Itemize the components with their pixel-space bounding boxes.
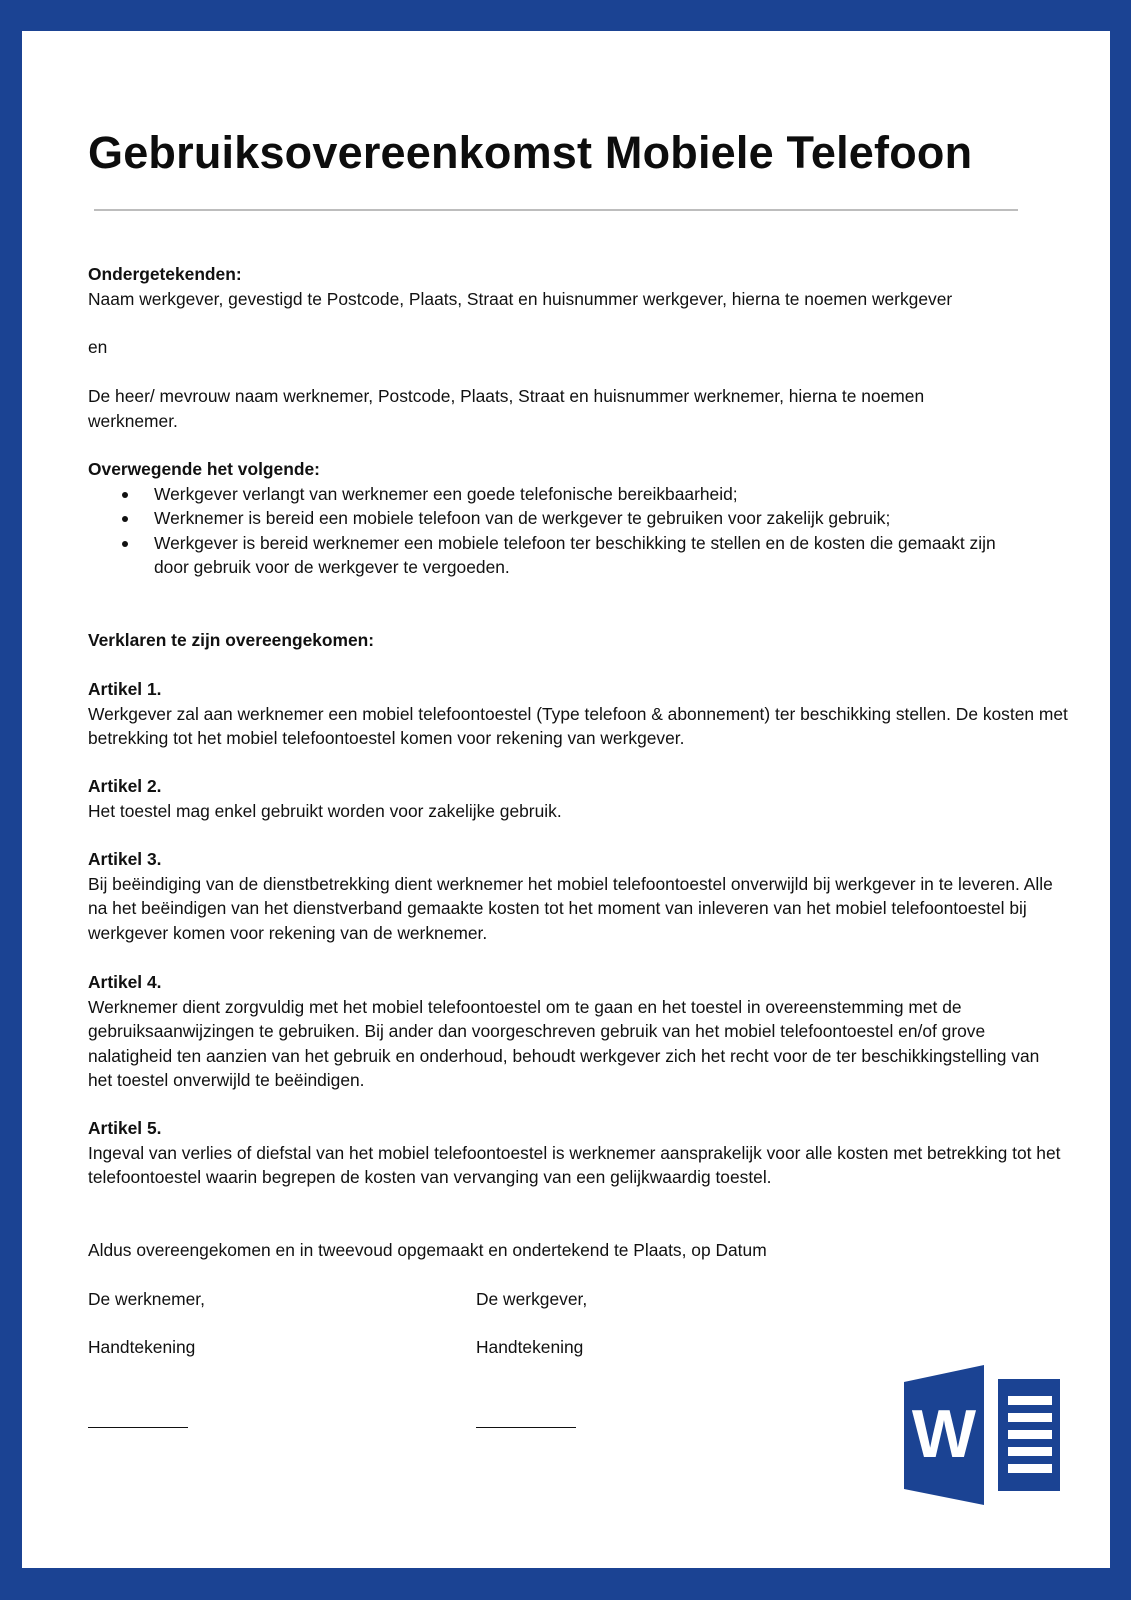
article-2 <box>88 774 1068 823</box>
signature-labels <box>88 1287 1068 1312</box>
considerations-list <box>88 482 1068 580</box>
article-text: Het toestel mag enkel gebruikt worden voor zakelijke gebruik. <box>88 800 562 821</box>
employee-label: De werknemer, <box>88 1289 205 1309</box>
employee-signature-line <box>88 1427 188 1428</box>
article-3 <box>88 847 1068 945</box>
article-heading: Artikel 5. <box>88 1118 162 1138</box>
list-item: Werknemer is bereid een mobiele telefoon van de werkgever te gebruiken voor zakelijk gebruik; <box>88 506 1068 531</box>
article-4 <box>88 970 1068 1093</box>
bullet-icon <box>122 492 128 498</box>
parties-heading: Ondergetekenden: <box>88 264 242 284</box>
document-title: Gebruiksovereenkomst Mobiele Telefoon <box>88 127 973 178</box>
bullet-icon <box>122 516 128 522</box>
signature-placeholders <box>88 1335 1068 1360</box>
article-heading: Artikel 1. <box>88 679 162 699</box>
considerations-section <box>88 457 1068 580</box>
employer-signature: Handtekening <box>476 1337 584 1357</box>
word-letter: W <box>911 1396 977 1472</box>
article-text: Werkgever zal aan werknemer een mobiel telefoontoestel (Type telefoon & abonnement) ter beschikking stellen. De kosten met betrekking tot het mobiel telefoontoestel komen voor rekening van werkgever. <box>88 703 1068 748</box>
article-heading: Artikel 4. <box>88 972 162 992</box>
article-5 <box>88 1116 1068 1190</box>
closing-line: Aldus overeengekomen en in tweevoud opgemaakt en ondertekend te Plaats, op Datum <box>88 1240 767 1260</box>
article-1 <box>88 677 1068 751</box>
employer-line: Naam werkgever, gevestigd te Postcode, Plaats, Straat en huisnummer werkgever, hierna te noemen werkgever <box>88 288 953 309</box>
article-heading: Artikel 3. <box>88 849 162 869</box>
article-text: Ingeval van verlies of diefstal van het mobiel telefoontoestel is werknemer aansprakelijk voor alle kosten met betrekking tot het telefoontoestel waarin begrepen de kosten van vervanging van een gelijkwaardig toestel. <box>88 1142 1061 1187</box>
employee-signature: Handtekening <box>88 1337 196 1357</box>
word-icon <box>904 1365 1064 1505</box>
bullet-icon <box>122 541 128 547</box>
article-text: Werknemer dient zorgvuldig met het mobiel telefoontoestel om te gaan en het toestel in overeenstemming met de gebruiksaanwijzingen te gebruiken. Bij ander dan voorgeschreven gebruik van het mobiel telefoontoestel en/of grove nalatigheid ten aanzien van het gebruik en onderhoud, behoudt werkgever zich het recht voor de ter beschikkingstelling van het toestel onverwijld te beëindigen. <box>88 996 1040 1090</box>
and-word: en <box>88 337 108 357</box>
document-page <box>22 31 1110 1568</box>
agreed-heading: Verklaren te zijn overeengekomen: <box>88 630 375 650</box>
article-heading: Artikel 2. <box>88 776 162 796</box>
considerations-heading: Overwegende het volgende: <box>88 459 320 479</box>
employee-line: De heer/ mevrouw naam werknemer, Postcode, Plaats, Straat en huisnummer werknemer, hierna te noemen werknemer. <box>88 386 925 431</box>
list-item: Werkgever verlangt van werknemer een goede telefonische bereikbaarheid; <box>88 482 1068 507</box>
employer-signature-line <box>476 1427 576 1428</box>
title-divider <box>94 209 1018 211</box>
article-text: Bij beëindiging van de dienstbetrekking dient werknemer het mobiel telefoontoestel onverwijld bij werkgever in te leveren. Alle na het beëindigen van het dienstverband gemaakte kosten tot het moment van inleveren van het mobiel telefoontoestel bij werkgever komen voor rekening van de werknemer. <box>88 873 1053 943</box>
list-item: Werkgever is bereid werknemer een mobiele telefoon ter beschikking te stellen en de kosten die gemaakt zijn door gebruik voor de werkgever te vergoeden. <box>88 531 1034 580</box>
employer-label: De werkgever, <box>476 1289 588 1309</box>
parties-section <box>88 262 1068 311</box>
